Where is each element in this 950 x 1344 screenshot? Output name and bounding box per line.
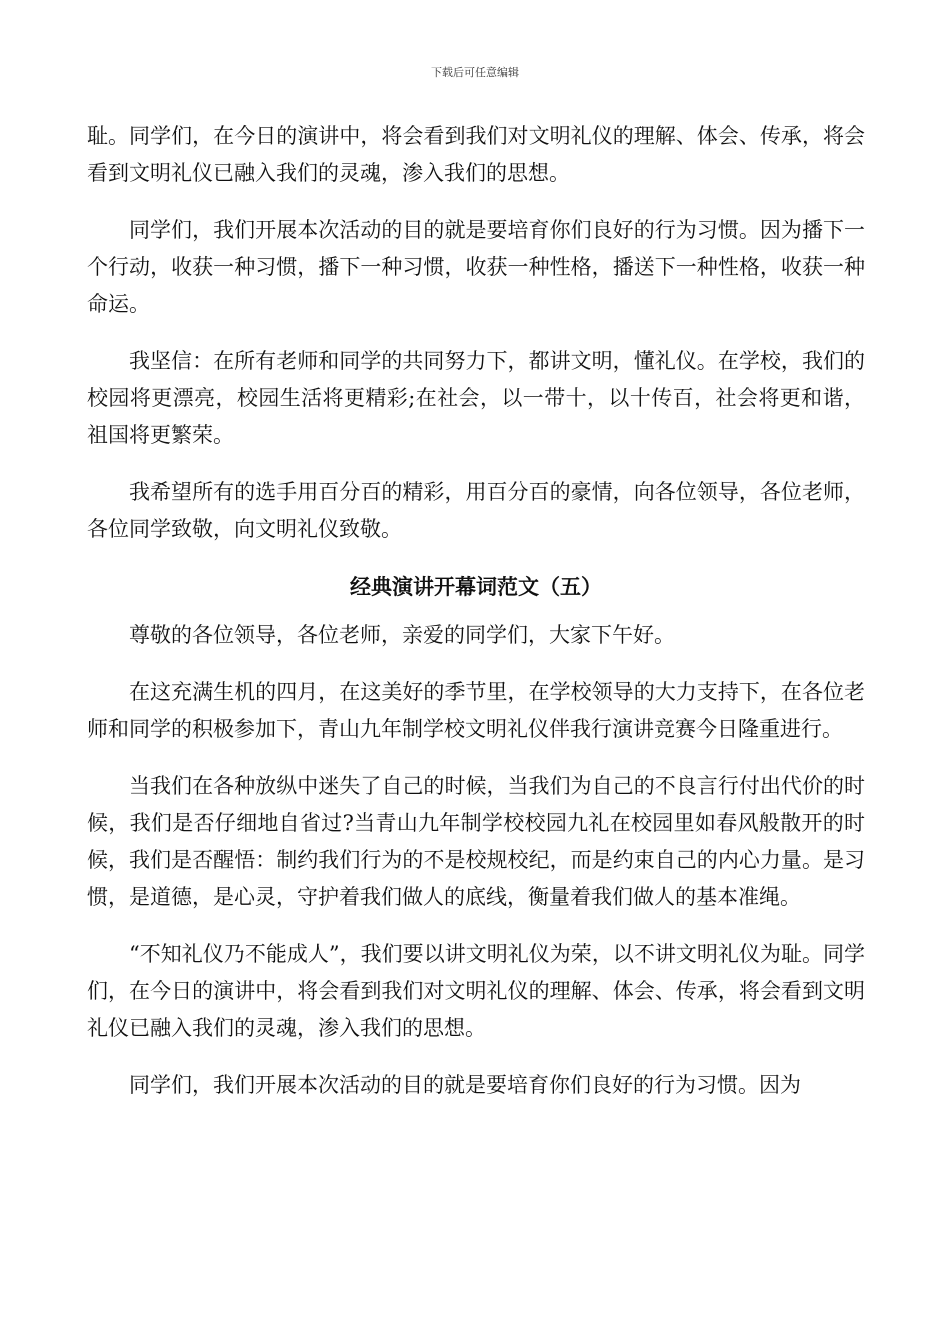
paragraph: 在这充满生机的四月，在这美好的季节里，在学校领导的大力支持下，在各位老师和同学的积极参加下，青山九年制学校文明礼仪伴我行演讲竞赛今日隆重进行。	[87, 680, 865, 741]
section-title: 经典演讲开幕词范文（五）	[350, 574, 602, 599]
paragraph: 我坚信：在所有老师和同学的共同努力下，都讲文明，懂礼仪。在学校，我们的校园将更漂亮，校园生活将更精彩;在社会，以一带十，以十传百，社会将更和谐，祖国将更繁荣。	[87, 349, 865, 447]
document-body	[87, 118, 865, 1124]
paragraph: 我希望所有的选手用百分百的精彩，用百分百的豪情，向各位领导，各位老师，各位同学致敬，向文明礼仪致敬。	[87, 480, 865, 541]
paragraph: 同学们，我们开展本次活动的目的就是要培育你们良好的行为习惯。因为播下一个行动，收获一种习惯，播下一种习惯，收获一种性格，播送下一种性格，收获一种命运。	[87, 218, 865, 316]
paragraph: 同学们，我们开展本次活动的目的就是要培育你们良好的行为习惯。因为	[129, 1073, 801, 1097]
paragraph: 尊敬的各位领导，各位老师，亲爱的同学们，大家下午好。	[129, 623, 675, 647]
paragraph: 耻。同学们，在今日的演讲中，将会看到我们对文明礼仪的理解、体会、传承，将会看到文明礼仪已融入我们的灵魂，渗入我们的思想。	[87, 124, 865, 185]
paragraph: “不知礼仪乃不能成人”，我们要以讲文明礼仪为荣，以不讲文明礼仪为耻。同学们，在今日的演讲中，将会看到我们对文明礼仪的理解、体会、传承，将会看到文明礼仪已融入我们的灵魂，渗入我们的思想。	[87, 942, 865, 1040]
page-header: 下载后可任意编辑	[431, 66, 519, 79]
paragraph: 当我们在各种放纵中迷失了自己的时候，当我们为自己的不良言行付出代价的时候，我们是否仔细地自省过?当青山九年制学校校园九礼在校园里如春风般散开的时候，我们是否醒悟：制约我们行为的不是校规校纪，而是约束自己的内心力量。是习惯，是道德，是心灵，守护着我们做人的底线，衡量着我们做人的基本准绳。	[87, 774, 865, 909]
